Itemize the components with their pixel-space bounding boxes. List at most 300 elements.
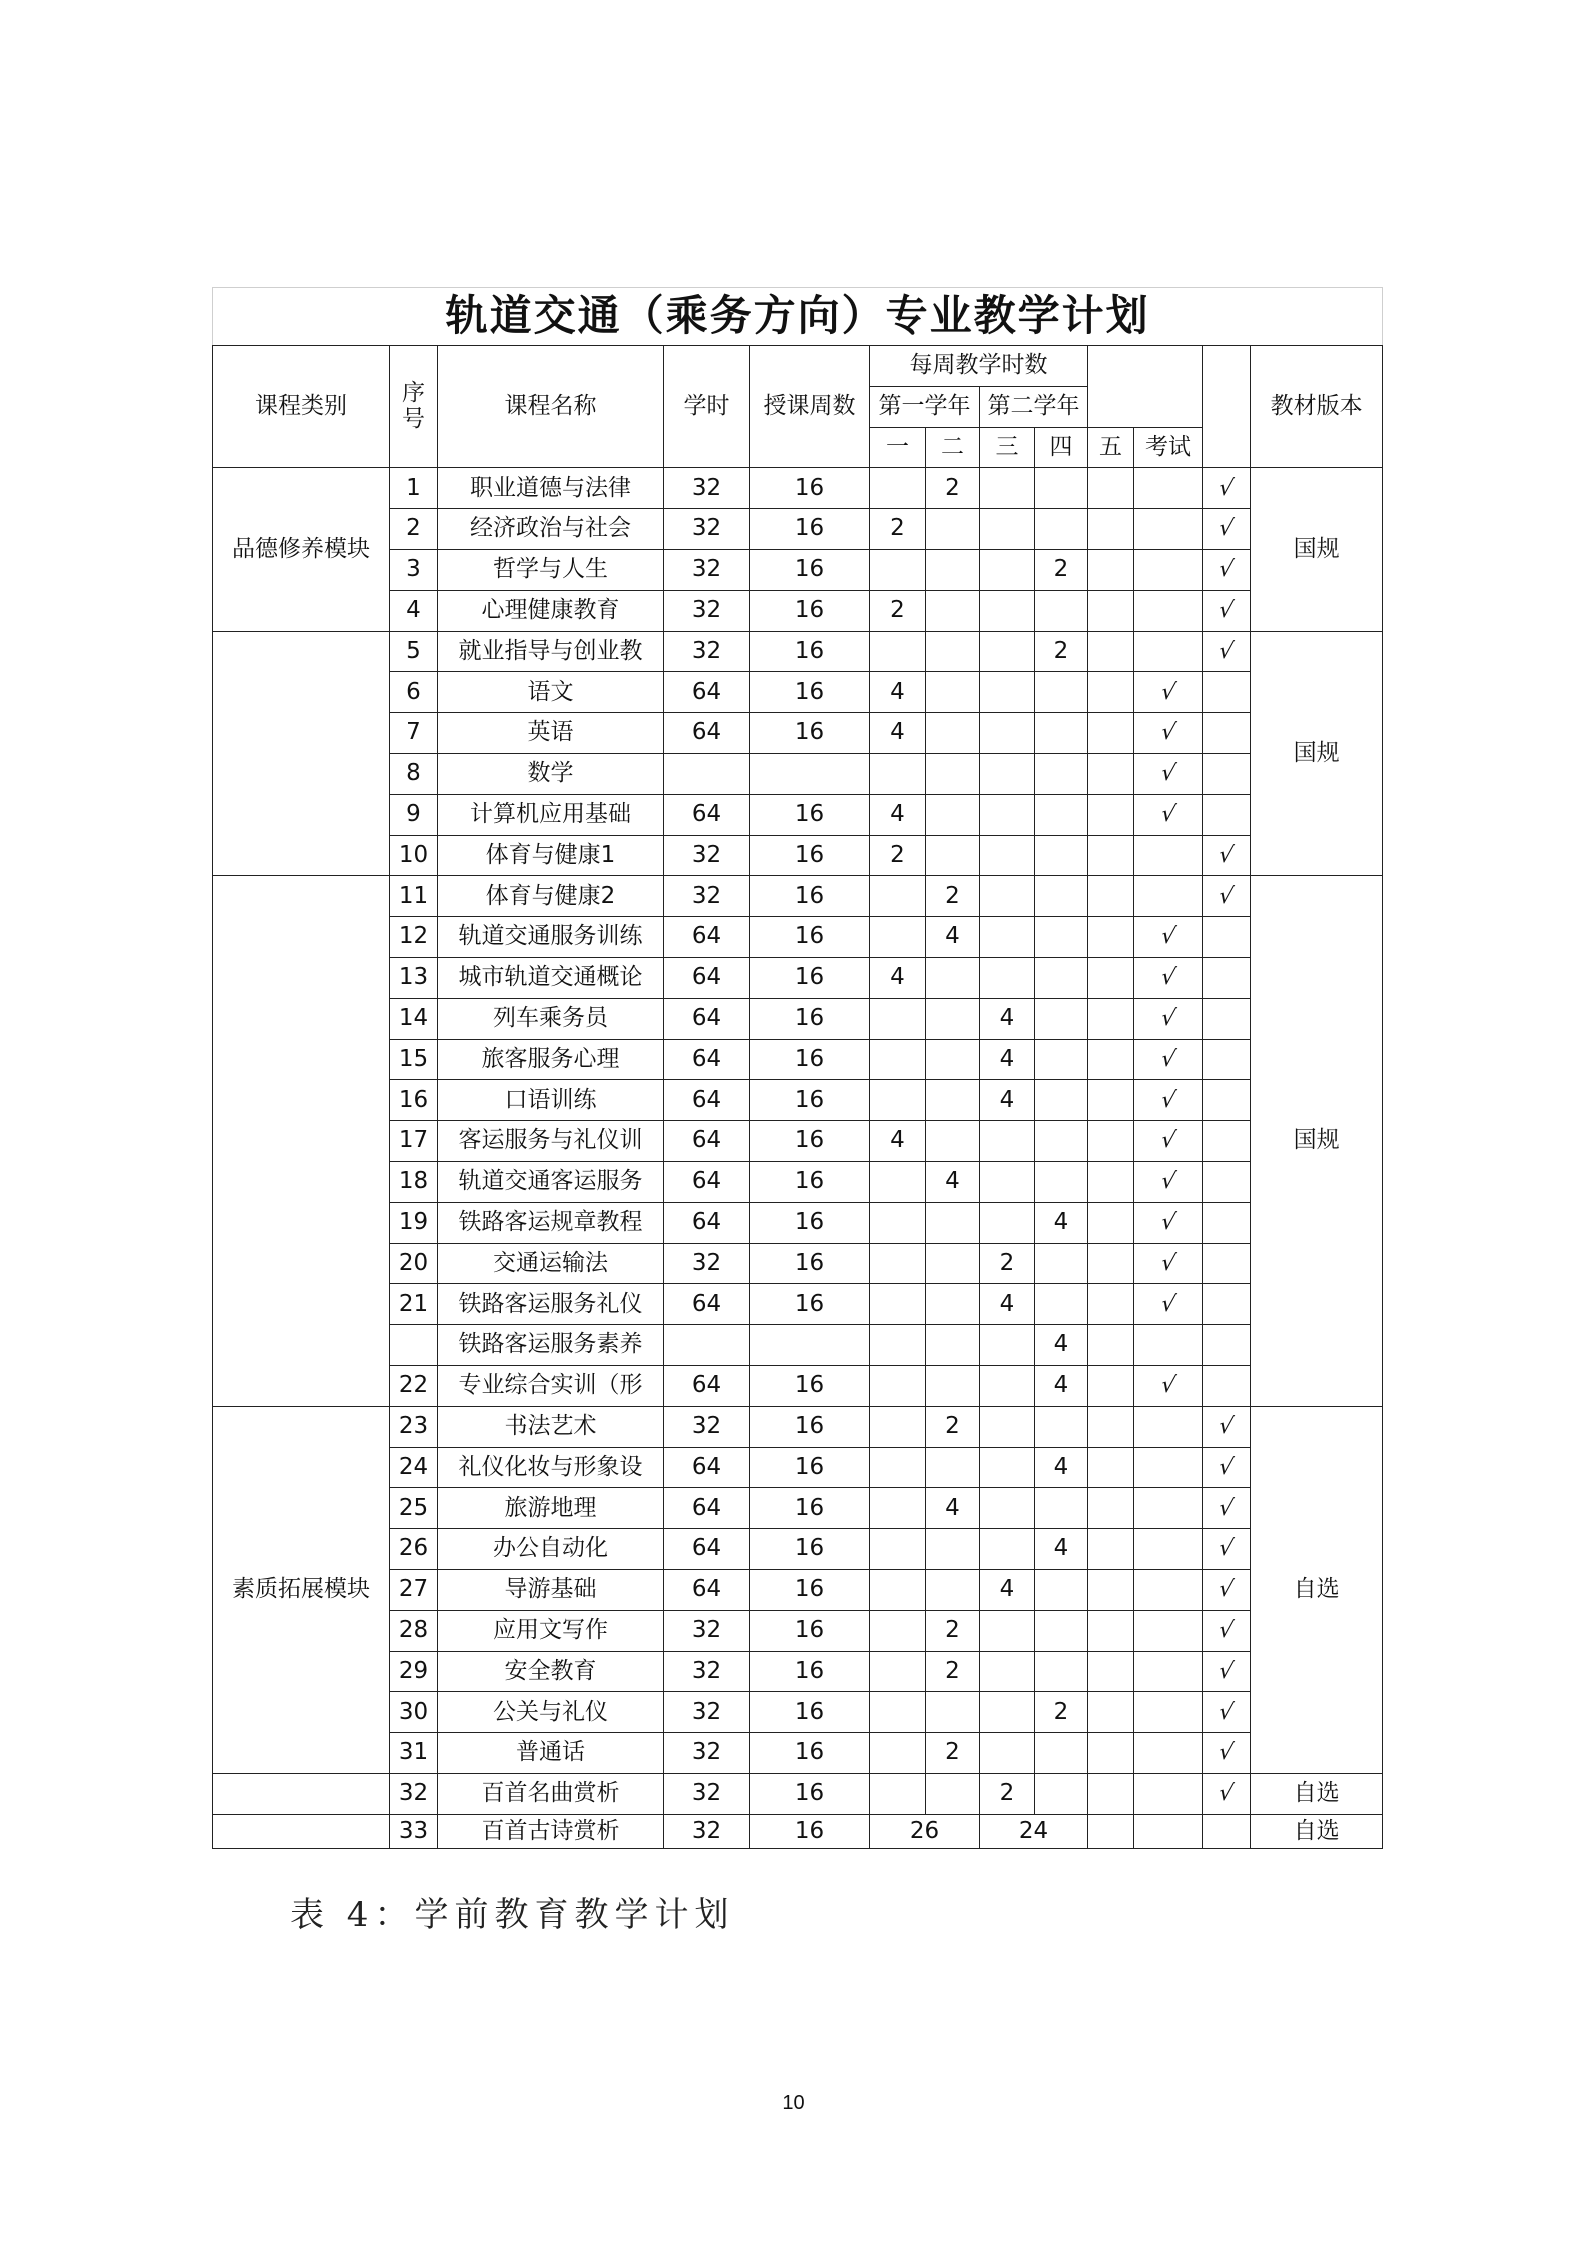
cell-term-4: 2 xyxy=(1035,1692,1088,1733)
cell-seq: 20 xyxy=(390,1243,438,1284)
cell-hours: 32 xyxy=(664,1773,750,1814)
cell-term-4 xyxy=(1035,1651,1088,1692)
cell-course-name: 旅游地理 xyxy=(438,1488,664,1529)
cell-term-4 xyxy=(1035,794,1088,835)
cell-weeks: 16 xyxy=(750,957,870,998)
cell-seq: 26 xyxy=(390,1529,438,1570)
cell-weeks: 16 xyxy=(750,1447,870,1488)
cell-category xyxy=(213,1814,390,1848)
cell-term-1 xyxy=(870,1569,926,1610)
cell-seq: 12 xyxy=(390,917,438,958)
header-hours: 学时 xyxy=(664,346,750,468)
check-mark: √ xyxy=(1158,1250,1178,1276)
table-body xyxy=(213,468,1383,1848)
check-mark: √ xyxy=(1217,475,1236,501)
check-mark: √ xyxy=(1217,842,1236,868)
header-year1: 第一学年 xyxy=(870,386,980,427)
cell-term-5 xyxy=(1088,753,1134,794)
cell-hours: 64 xyxy=(664,1365,750,1406)
cell-textbook: 国规 xyxy=(1251,468,1383,631)
cell-seq: 4 xyxy=(390,590,438,631)
table-row xyxy=(213,631,1383,672)
cell-seq: 24 xyxy=(390,1447,438,1488)
cell-term-1: 2 xyxy=(870,509,926,550)
check-mark: √ xyxy=(1158,1128,1178,1154)
cell-seq: 14 xyxy=(390,998,438,1039)
cell-term-4 xyxy=(1035,1488,1088,1529)
cell-term-4 xyxy=(1035,1121,1088,1162)
cell-course-name: 应用文写作 xyxy=(438,1610,664,1651)
cell-term-3 xyxy=(980,631,1035,672)
cell-hours: 32 xyxy=(664,631,750,672)
cell-term-4 xyxy=(1035,509,1088,550)
cell-term-3 xyxy=(980,1692,1035,1733)
cell-hours: 64 xyxy=(664,1161,750,1202)
header-seq-label: 序号 xyxy=(401,380,425,432)
cell-check xyxy=(1203,1325,1251,1366)
cell-hours: 64 xyxy=(664,998,750,1039)
cell-category: 素质拓展模块 xyxy=(213,1406,390,1773)
cell-seq: 2 xyxy=(390,509,438,550)
cell-term-5 xyxy=(1088,672,1134,713)
cell-course-name: 办公自动化 xyxy=(438,1529,664,1570)
cell-term-5 xyxy=(1088,1161,1134,1202)
cell-term-2 xyxy=(926,1447,980,1488)
cell-check xyxy=(1203,1284,1251,1325)
cell-hours: 32 xyxy=(664,509,750,550)
cell-seq: 21 xyxy=(390,1284,438,1325)
page-number: 10 xyxy=(782,2092,805,2114)
cell-textbook: 自选 xyxy=(1251,1814,1383,1848)
cell-weeks: 16 xyxy=(750,1161,870,1202)
cell-term-2 xyxy=(926,998,980,1039)
cell-term-4 xyxy=(1035,1243,1088,1284)
cell-term-4 xyxy=(1035,917,1088,958)
cell-exam xyxy=(1134,1651,1203,1692)
cell-term-3 xyxy=(980,1447,1035,1488)
cell-weeks: 16 xyxy=(750,590,870,631)
header-term-5: 五 xyxy=(1088,427,1134,468)
check-mark: √ xyxy=(1217,883,1236,909)
cell-term-3 xyxy=(980,753,1035,794)
table-row-last xyxy=(213,1814,1383,1848)
check-mark: √ xyxy=(1217,1781,1236,1807)
cell-term-1: 4 xyxy=(870,794,926,835)
check-mark: √ xyxy=(1217,1740,1236,1766)
cell-course-name: 铁路客运规章教程 xyxy=(438,1202,664,1243)
cell-course-name: 英语 xyxy=(438,713,664,754)
header-year2: 第二学年 xyxy=(980,386,1088,427)
cell-term-5 xyxy=(1088,876,1134,917)
check-mark: √ xyxy=(1158,924,1178,950)
cell-exam xyxy=(1134,1039,1203,1080)
cell-hours: 32 xyxy=(664,1651,750,1692)
cell-textbook: 国规 xyxy=(1251,631,1383,876)
header-term-4: 四 xyxy=(1035,427,1088,468)
table-row xyxy=(213,876,1383,917)
cell-check xyxy=(1203,1773,1251,1814)
cell-term-2 xyxy=(926,1284,980,1325)
cell-term-5 xyxy=(1088,713,1134,754)
cell-term-1 xyxy=(870,753,926,794)
cell-term-5 xyxy=(1088,1692,1134,1733)
header-exam: 考试 xyxy=(1134,427,1203,468)
cell-course-name: 百首名曲赏析 xyxy=(438,1773,664,1814)
cell-hours xyxy=(664,1325,750,1366)
cell-exam xyxy=(1134,1733,1203,1774)
cell-check xyxy=(1203,835,1251,876)
cell-check xyxy=(1203,1080,1251,1121)
cell-check xyxy=(1203,957,1251,998)
cell-course-name: 铁路客运服务礼仪 xyxy=(438,1284,664,1325)
cell-term-1 xyxy=(870,1488,926,1529)
cell-exam xyxy=(1134,1161,1203,1202)
cell-weeks: 16 xyxy=(750,1773,870,1814)
cell-term-2: 2 xyxy=(926,1651,980,1692)
cell-course-name: 职业道德与法律 xyxy=(438,468,664,509)
cell-term-5 xyxy=(1088,468,1134,509)
cell-term-4 xyxy=(1035,1039,1088,1080)
cell-term-5 xyxy=(1088,1080,1134,1121)
cell-term-4: 2 xyxy=(1035,549,1088,590)
cell-exam xyxy=(1134,1814,1203,1848)
cell-check xyxy=(1203,917,1251,958)
cell-term-2: 2 xyxy=(926,1610,980,1651)
cell-course-name: 口语训练 xyxy=(438,1080,664,1121)
check-mark: √ xyxy=(1158,1169,1178,1195)
cell-check xyxy=(1203,876,1251,917)
cell-hours: 64 xyxy=(664,672,750,713)
cell-seq: 10 xyxy=(390,835,438,876)
cell-term-3 xyxy=(980,1651,1035,1692)
cell-term-3 xyxy=(980,876,1035,917)
cell-term-4: 4 xyxy=(1035,1529,1088,1570)
cell-term-4: 2 xyxy=(1035,631,1088,672)
cell-term-1: 4 xyxy=(870,713,926,754)
cell-check xyxy=(1203,1243,1251,1284)
cell-exam xyxy=(1134,835,1203,876)
cell-check xyxy=(1203,509,1251,550)
cell-term-1 xyxy=(870,549,926,590)
cell-course-name: 哲学与人生 xyxy=(438,549,664,590)
cell-term-3 xyxy=(980,713,1035,754)
cell-term-3 xyxy=(980,1161,1035,1202)
cell-check xyxy=(1203,672,1251,713)
cell-course-name: 导游基础 xyxy=(438,1569,664,1610)
cell-seq: 22 xyxy=(390,1365,438,1406)
cell-term-1 xyxy=(870,1080,926,1121)
cell-term-5 xyxy=(1088,1406,1134,1447)
cell-term-3: 4 xyxy=(980,998,1035,1039)
cell-weeks: 16 xyxy=(750,1121,870,1162)
cell-term-5 xyxy=(1088,1773,1134,1814)
cell-weeks: 16 xyxy=(750,713,870,754)
cell-hours: 64 xyxy=(664,1529,750,1570)
cell-term-1 xyxy=(870,1447,926,1488)
cell-check xyxy=(1203,1529,1251,1570)
check-mark: √ xyxy=(1158,720,1178,746)
cell-weeks: 16 xyxy=(750,1365,870,1406)
cell-term-4 xyxy=(1035,1406,1088,1447)
cell-weeks: 16 xyxy=(750,835,870,876)
cell-exam xyxy=(1134,794,1203,835)
cell-hours: 64 xyxy=(664,794,750,835)
cell-hours: 64 xyxy=(664,957,750,998)
cell-course-name: 就业指导与创业教 xyxy=(438,631,664,672)
table-caption: 表 4：学前教育教学计划 xyxy=(290,1895,735,1935)
cell-term-4 xyxy=(1035,1773,1088,1814)
cell-term-1 xyxy=(870,998,926,1039)
cell-check xyxy=(1203,1692,1251,1733)
cell-hours: 32 xyxy=(664,1733,750,1774)
cell-term-2 xyxy=(926,1365,980,1406)
cell-hours: 32 xyxy=(664,1610,750,1651)
cell-course-name: 礼仪化妆与形象设 xyxy=(438,1447,664,1488)
cell-term-3: 4 xyxy=(980,1039,1035,1080)
cell-check xyxy=(1203,1365,1251,1406)
cell-term-5 xyxy=(1088,1039,1134,1080)
check-mark: √ xyxy=(1217,1577,1236,1603)
cell-term-1: 2 xyxy=(870,835,926,876)
check-mark: √ xyxy=(1217,1699,1236,1725)
cell-seq: 23 xyxy=(390,1406,438,1447)
cell-weeks: 16 xyxy=(750,1284,870,1325)
cell-term-1: 2 xyxy=(870,590,926,631)
cell-term-2 xyxy=(926,1692,980,1733)
cell-hours: 32 xyxy=(664,835,750,876)
cell-exam xyxy=(1134,1529,1203,1570)
cell-term-1 xyxy=(870,1039,926,1080)
cell-weeks: 16 xyxy=(750,1243,870,1284)
cell-course-name: 列车乘务员 xyxy=(438,998,664,1039)
cell-check xyxy=(1203,590,1251,631)
cell-term-2 xyxy=(926,835,980,876)
header-textbook: 教材版本 xyxy=(1251,346,1383,468)
cell-seq: 29 xyxy=(390,1651,438,1692)
cell-term-3 xyxy=(980,1325,1035,1366)
cell-seq: 30 xyxy=(390,1692,438,1733)
cell-exam xyxy=(1134,1569,1203,1610)
cell-term-4 xyxy=(1035,672,1088,713)
cell-term-4 xyxy=(1035,590,1088,631)
cell-category: 品德修养模块 xyxy=(213,468,390,631)
cell-seq xyxy=(390,1325,438,1366)
cell-course-name: 旅客服务心理 xyxy=(438,1039,664,1080)
cell-course-name: 轨道交通服务训练 xyxy=(438,917,664,958)
cell-term-1 xyxy=(870,468,926,509)
cell-hours: 64 xyxy=(664,713,750,754)
cell-exam xyxy=(1134,1284,1203,1325)
cell-check xyxy=(1203,549,1251,590)
cell-term-5 xyxy=(1088,1284,1134,1325)
cell-year1-total: 26 xyxy=(870,1814,980,1848)
cell-course-name: 专业综合实训（形 xyxy=(438,1365,664,1406)
cell-term-2: 2 xyxy=(926,1733,980,1774)
cell-term-4: 4 xyxy=(1035,1325,1088,1366)
cell-term-3 xyxy=(980,509,1035,550)
cell-hours: 32 xyxy=(664,876,750,917)
cell-weeks: 16 xyxy=(750,1529,870,1570)
cell-term-1 xyxy=(870,876,926,917)
table-title: 轨道交通（乘务方向）专业教学计划 xyxy=(213,288,1383,346)
cell-term-4 xyxy=(1035,713,1088,754)
header-blank-2 xyxy=(1203,346,1251,468)
cell-hours: 64 xyxy=(664,1121,750,1162)
cell-term-2 xyxy=(926,1325,980,1366)
cell-course-name: 客运服务与礼仪训 xyxy=(438,1121,664,1162)
cell-hours: 64 xyxy=(664,1039,750,1080)
check-mark: √ xyxy=(1158,1046,1178,1072)
cell-term-5 xyxy=(1088,509,1134,550)
cell-exam xyxy=(1134,1365,1203,1406)
cell-weeks: 16 xyxy=(750,1202,870,1243)
cell-term-4 xyxy=(1035,1284,1088,1325)
cell-term-3: 4 xyxy=(980,1284,1035,1325)
cell-term-5 xyxy=(1088,917,1134,958)
cell-exam xyxy=(1134,917,1203,958)
cell-term-4 xyxy=(1035,1161,1088,1202)
check-mark: √ xyxy=(1217,557,1236,583)
cell-term-5 xyxy=(1088,1488,1134,1529)
check-mark: √ xyxy=(1158,761,1178,787)
cell-exam xyxy=(1134,753,1203,794)
cell-weeks xyxy=(750,1325,870,1366)
cell-term-4 xyxy=(1035,835,1088,876)
cell-check xyxy=(1203,1121,1251,1162)
cell-weeks: 16 xyxy=(750,876,870,917)
cell-exam xyxy=(1134,1488,1203,1529)
cell-hours: 64 xyxy=(664,1488,750,1529)
cell-course-name: 数学 xyxy=(438,753,664,794)
cell-exam xyxy=(1134,998,1203,1039)
cell-hours: 64 xyxy=(664,1569,750,1610)
cell-seq: 17 xyxy=(390,1121,438,1162)
cell-term-2 xyxy=(926,631,980,672)
cell-weeks: 16 xyxy=(750,1733,870,1774)
cell-exam xyxy=(1134,549,1203,590)
cell-check xyxy=(1203,1733,1251,1774)
cell-course-name: 计算机应用基础 xyxy=(438,794,664,835)
cell-hours xyxy=(664,753,750,794)
cell-course-name: 体育与健康1 xyxy=(438,835,664,876)
cell-course-name: 书法艺术 xyxy=(438,1406,664,1447)
check-mark: √ xyxy=(1217,1454,1236,1480)
cell-term-5 xyxy=(1088,1325,1134,1366)
check-mark: √ xyxy=(1217,1413,1236,1439)
cell-term-3: 2 xyxy=(980,1243,1035,1284)
check-mark: √ xyxy=(1217,1495,1236,1521)
cell-check xyxy=(1203,1814,1251,1848)
cell-term-2 xyxy=(926,753,980,794)
cell-seq: 5 xyxy=(390,631,438,672)
cell-term-3: 2 xyxy=(980,1773,1035,1814)
cell-weeks: 16 xyxy=(750,672,870,713)
cell-term-2 xyxy=(926,1080,980,1121)
cell-term-5 xyxy=(1088,1733,1134,1774)
cell-term-4 xyxy=(1035,468,1088,509)
cell-seq: 15 xyxy=(390,1039,438,1080)
cell-term-3 xyxy=(980,1529,1035,1570)
cell-weeks: 16 xyxy=(750,1651,870,1692)
cell-exam xyxy=(1134,1610,1203,1651)
cell-term-2 xyxy=(926,509,980,550)
header-blank xyxy=(1088,346,1203,428)
cell-weeks: 16 xyxy=(750,1488,870,1529)
cell-term-2 xyxy=(926,1243,980,1284)
cell-course-name: 经济政治与社会 xyxy=(438,509,664,550)
cell-term-3 xyxy=(980,1365,1035,1406)
cell-term-4: 4 xyxy=(1035,1202,1088,1243)
cell-course-name: 体育与健康2 xyxy=(438,876,664,917)
cell-term-5 xyxy=(1088,549,1134,590)
cell-term-2 xyxy=(926,1569,980,1610)
cell-seq: 6 xyxy=(390,672,438,713)
cell-category xyxy=(213,876,390,1406)
cell-course-name: 普通话 xyxy=(438,1733,664,1774)
cell-seq: 7 xyxy=(390,713,438,754)
cell-term-2: 2 xyxy=(926,468,980,509)
teaching-plan-table xyxy=(212,287,1383,1849)
cell-term-4 xyxy=(1035,753,1088,794)
header-seq xyxy=(390,346,438,468)
cell-hours: 32 xyxy=(664,549,750,590)
cell-term-2 xyxy=(926,713,980,754)
cell-term-3 xyxy=(980,549,1035,590)
cell-weeks: 16 xyxy=(750,794,870,835)
cell-course-name: 安全教育 xyxy=(438,1651,664,1692)
header-term-3: 三 xyxy=(980,427,1035,468)
table-row xyxy=(213,1773,1383,1814)
cell-term-4 xyxy=(1035,1610,1088,1651)
cell-term-5 xyxy=(1088,1610,1134,1651)
check-mark: √ xyxy=(1158,1291,1178,1317)
cell-term-1 xyxy=(870,1773,926,1814)
cell-hours: 32 xyxy=(664,590,750,631)
cell-term-3 xyxy=(980,672,1035,713)
cell-term-5 xyxy=(1088,1569,1134,1610)
cell-term-2 xyxy=(926,672,980,713)
cell-term-5 xyxy=(1088,957,1134,998)
cell-weeks xyxy=(750,753,870,794)
cell-term-5 xyxy=(1088,1202,1134,1243)
cell-term-1 xyxy=(870,1651,926,1692)
cell-seq: 33 xyxy=(390,1814,438,1848)
cell-term-4 xyxy=(1035,998,1088,1039)
header-name: 课程名称 xyxy=(438,346,664,468)
cell-term-2 xyxy=(926,957,980,998)
cell-hours: 64 xyxy=(664,917,750,958)
cell-weeks: 16 xyxy=(750,631,870,672)
cell-exam xyxy=(1134,1773,1203,1814)
cell-term-2: 2 xyxy=(926,1406,980,1447)
cell-seq: 1 xyxy=(390,468,438,509)
cell-seq: 9 xyxy=(390,794,438,835)
cell-term-1: 4 xyxy=(870,957,926,998)
cell-hours: 64 xyxy=(664,1284,750,1325)
cell-seq: 19 xyxy=(390,1202,438,1243)
cell-exam xyxy=(1134,1692,1203,1733)
cell-term-2 xyxy=(926,590,980,631)
cell-term-3 xyxy=(980,957,1035,998)
cell-exam xyxy=(1134,1406,1203,1447)
check-mark: √ xyxy=(1217,638,1236,664)
cell-textbook: 自选 xyxy=(1251,1406,1383,1773)
cell-weeks: 16 xyxy=(750,1080,870,1121)
cell-term-3 xyxy=(980,1202,1035,1243)
cell-term-2 xyxy=(926,794,980,835)
cell-term-5 xyxy=(1088,998,1134,1039)
cell-exam xyxy=(1134,1325,1203,1366)
